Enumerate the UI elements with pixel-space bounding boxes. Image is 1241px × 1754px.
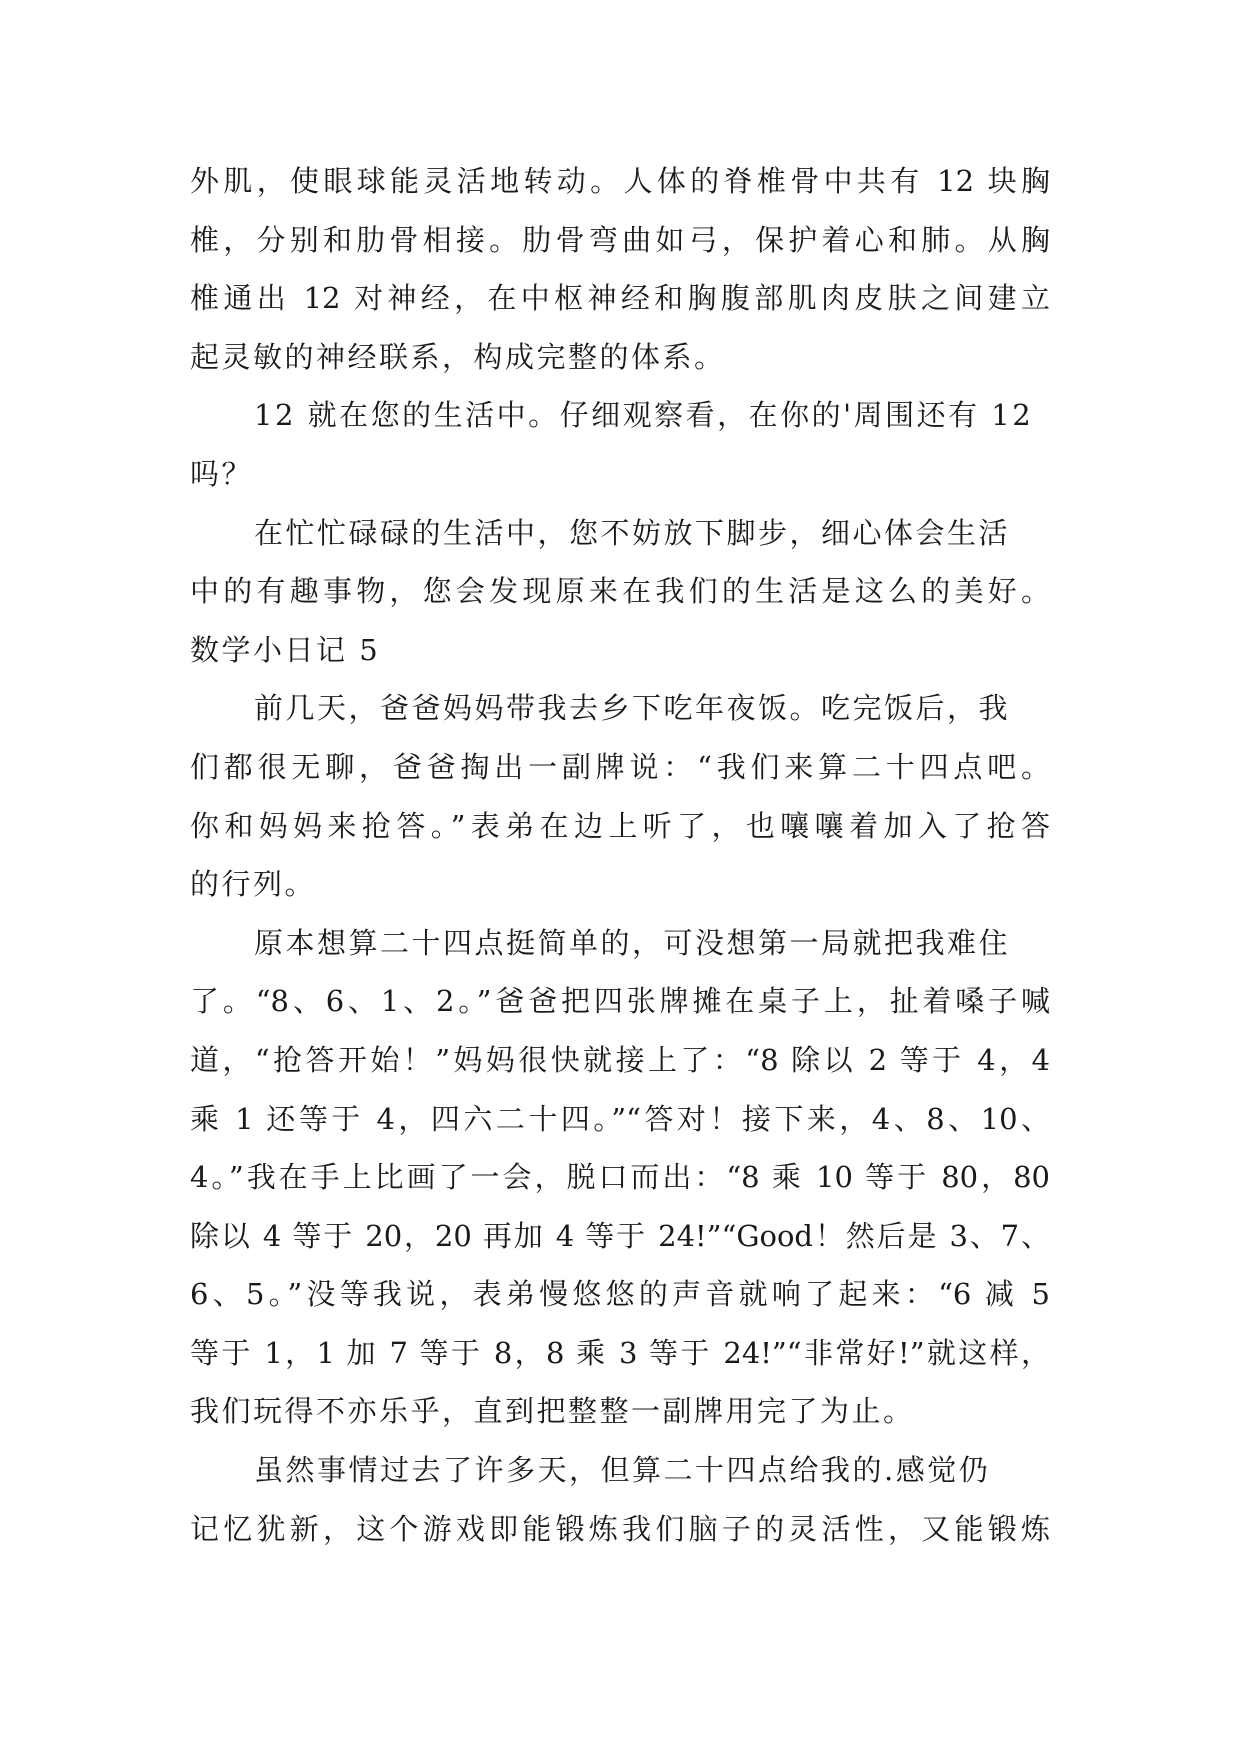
- text-line: 12 就在您的生活中。仔细观察看，在你的'周围还有 12: [254, 398, 1034, 433]
- text-line: 虽然事情过去了许多天，但算二十四点给我的.感觉仍: [254, 1453, 991, 1488]
- text-line: 椎，分别和肋骨相接。肋骨弯曲如弓，保护着心和肺。从胸: [190, 222, 1050, 257]
- text-line: 椎通出 12 对神经，在中枢神经和胸腹部肌肉皮肤之间建立: [190, 281, 1050, 316]
- text-line: 乘 1 还等于 4，四六二十四。”“答对！接下来，4、8、10、: [190, 1101, 1050, 1136]
- text-line: 的行列。: [190, 867, 317, 902]
- text-line: 记忆犹新，这个游戏即能锻炼我们脑子的灵活性，又能锻炼: [190, 1511, 1050, 1546]
- section-heading: 数学小日记 5: [190, 632, 381, 667]
- text-line: 4。”我在手上比画了一会，脱口而出：“8 乘 10 等于 80，80: [190, 1160, 1050, 1195]
- text-line: 中的有趣事物，您会发现原来在我们的生活是这么的美好。: [190, 574, 1050, 609]
- text-line: 在忙忙碌碌的生活中，您不妨放下脚步，细心体会生活: [254, 515, 1011, 550]
- text-line: 吗？: [190, 456, 254, 491]
- text-line: 原本想算二十四点挺简单的，可没想第一局就把我难住: [254, 925, 1011, 960]
- text-line: 等于 1，1 加 7 等于 8，8 乘 3 等于 24!”“非常好!”就这样，: [190, 1335, 1050, 1370]
- text-line: 外肌，使眼球能灵活地转动。人体的脊椎骨中共有 12 块胸: [190, 164, 1050, 198]
- document-body: [190, 152, 1050, 1558]
- text-line: 道，“抢答开始！”妈妈很快就接上了：“8 除以 2 等于 4，4: [190, 1042, 1050, 1077]
- text-line: 我们玩得不亦乐乎，直到把整整一副牌用完了为止。: [190, 1394, 915, 1429]
- text-line: 们都很无聊，爸爸掏出一副牌说：“我们来算二十四点吧。: [190, 749, 1050, 784]
- text-line: 起灵敏的神经联系，构成完整的体系。: [190, 339, 726, 374]
- text-line: 6、5。”没等我说，表弟慢悠悠的声音就响了起来：“6 减 5: [190, 1277, 1050, 1312]
- text-line: 你和妈妈来抢答。”表弟在边上听了，也嚷嚷着加入了抢答: [190, 808, 1050, 843]
- text-line: 前几天，爸爸妈妈带我去乡下吃年夜饭。吃完饭后，我: [254, 691, 1011, 726]
- text-line: 除以 4 等于 20，20 再加 4 等于 24!”“Good！然后是 3、7、: [190, 1218, 1050, 1253]
- text-line: 了。“8、6、1、2。”爸爸把四张牌摊在桌子上，扯着嗓子喊: [190, 984, 1050, 1019]
